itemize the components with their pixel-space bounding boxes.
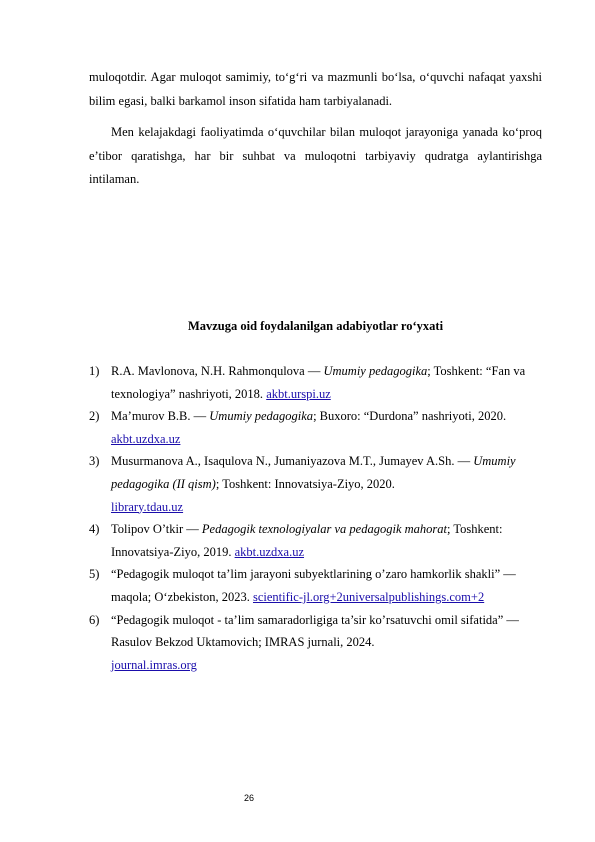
reference-number: 3): [89, 454, 100, 469]
page-number: 26: [244, 793, 255, 803]
reference-authors: R.A. Mavlonova, N.H. Rahmonqulova —: [111, 364, 324, 378]
reference-publisher: ; Toshkent: “Fan va texnologiya” nashriyoti, 2018.: [111, 364, 526, 401]
references-list: [89, 360, 542, 676]
reference-publisher: ; Toshkent: Innovatsiya-Ziyo, 2020.: [215, 476, 395, 491]
reference-number: 4): [89, 522, 100, 537]
reference-item-1: [89, 360, 542, 405]
reference-item-2: [89, 405, 542, 450]
reference-number: 1): [89, 364, 100, 378]
reference-title: Umumiy pedagogika: [323, 364, 428, 378]
reference-publisher: ; Buxoro: “Durdona” nashriyoti, 2020.: [313, 409, 507, 424]
reference-link[interactable]: akbt.uzdxa.uz: [234, 544, 305, 559]
reference-link[interactable]: akbt.uzdxa.uz: [111, 431, 181, 446]
reference-link[interactable]: akbt.urspi.uz: [266, 386, 331, 401]
reference-title: Pedagogik texnologiyalar va pedagogik mahorat: [201, 522, 447, 537]
reference-title: Umumiy pedagogika (II qism): [111, 454, 516, 491]
reference-item-3: [89, 450, 542, 518]
body-paragraph-1: muloqotdir. Agar muloqot samimiy, to‘g‘ri va mazmunli bo‘lsa, o‘quvchi nafaqat yaxshi bilim egasi, balki barkamol inson sifatida ham tarbiyalanadi.: [89, 70, 542, 108]
references-heading: Mavzuga oid foydalanilgan adabiyotlar ro‘yxati: [187, 319, 444, 333]
reference-publisher: ; Toshkent: Innovatsiya-Ziyo, 2019.: [111, 522, 503, 559]
reference-link[interactable]: journal.imras.org: [111, 657, 197, 672]
reference-item-4: [89, 518, 542, 563]
body-paragraph-2: Men kelajakdagi faoliyatimda o‘quvchilar bilan muloqot jarayoniga yanada ko‘proq e’tibor qaratishga, har bir suhbat va muloqotni tarbiyaviy qudratga aylantirishga intilaman.: [89, 125, 542, 187]
reference-link[interactable]: scientific-jl.org+2universalpublishings.com+2: [253, 589, 485, 604]
reference-title: Umumiy pedagogika: [209, 409, 314, 424]
reference-authors: Musurmanova A., Isaqulova N., Jumaniyazova M.T., Jumayev A.Sh. —: [111, 454, 474, 469]
reference-authors: Ma’murov B.B. —: [111, 409, 210, 424]
reference-number: 5): [89, 567, 100, 582]
reference-item-5: [89, 563, 542, 608]
reference-authors: Tolipov O’tkir —: [111, 522, 202, 537]
reference-number: 2): [89, 409, 100, 424]
reference-item-6: [89, 609, 542, 677]
reference-authors: “Pedagogik muloqot ta’lim jarayoni subyektlarining o’zaro hamkorlik shakli” — maqola; O‘zbekiston, 2023.: [111, 567, 516, 604]
reference-number: 6): [89, 612, 100, 627]
reference-authors: “Pedagogik muloqot - ta’lim samaradorligiga ta’sir ko’rsatuvchi omil sifatida” — Rasulov Bekzod Uktamovich; IMRAS jurnali, 2024.: [111, 612, 519, 650]
reference-link[interactable]: library.tdau.uz: [111, 499, 184, 514]
